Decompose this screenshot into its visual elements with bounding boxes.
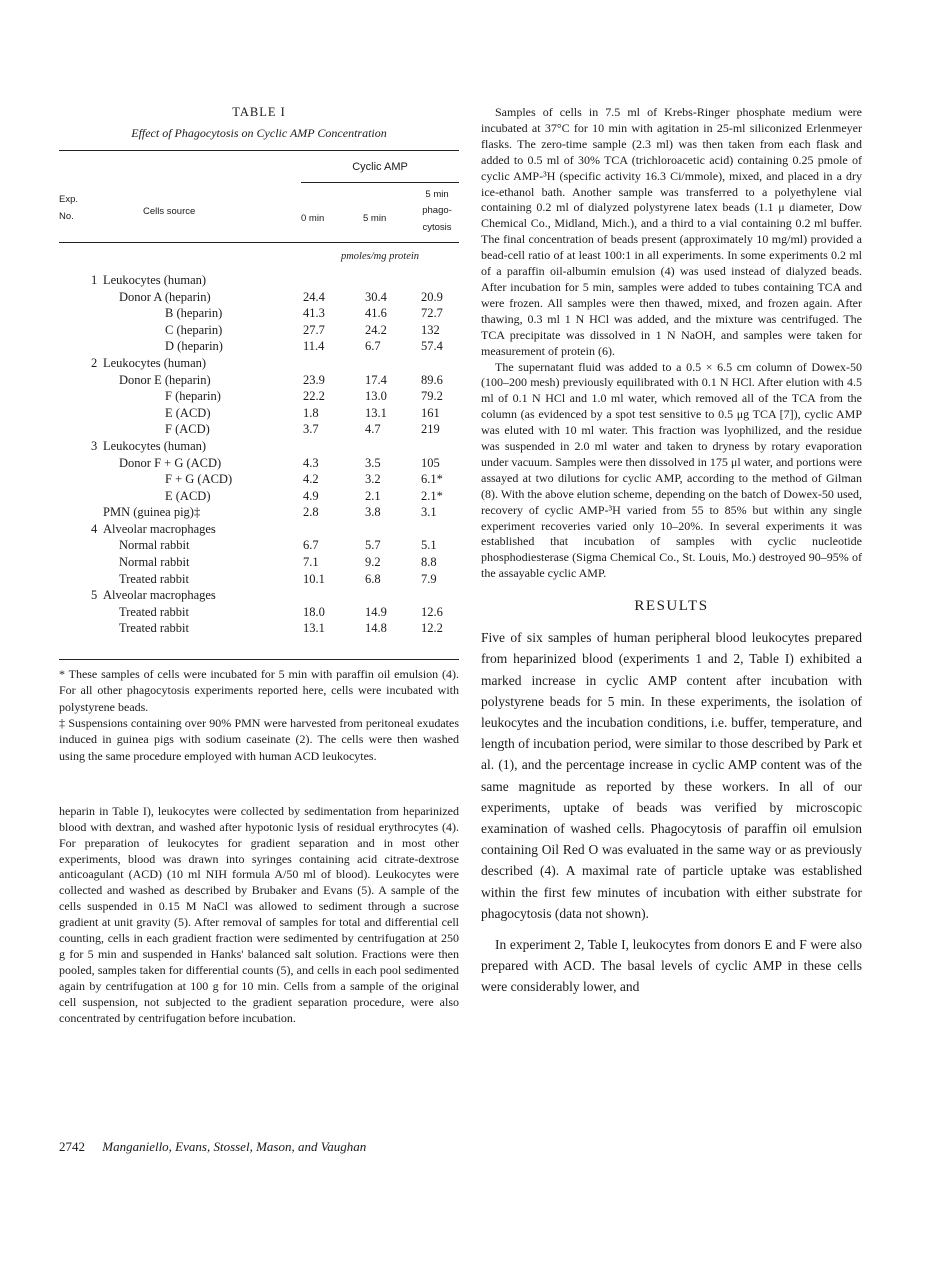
experiment-number: 2 [91, 355, 98, 370]
blank [59, 421, 103, 438]
value-phagocytosis: 105 [421, 455, 440, 470]
value-0min: 22.2 [303, 389, 325, 404]
results-paragraph-1: Five of six samples of human peripheral blood leukocytes prepared from heparinized blood (experiments 1 and 2, Table I) exhibited a marked increase in cyclic AMP content after incubation with polystyrene beads for 5 min. In these experiments, the isolation of leukocytes and the incubation conditions, i.e. buffer, temperature, and length of incubation period, were similar to those described by Park et al. (1), and the percentage increase in cyclic AMP content was of the same magnitude as reported by these workers. In all of our experiments, uptake of beads was verified by microscopic examination of washed cells. Phagocytosis of paraffin oil emulsion containing Oil Red O was evaluated in the same way or as previously described (4). A maximal rate of particle uptake was established within the first few minutes of incubation with either substrate for phagocytosis (data not shown). [481, 630, 862, 921]
value-0min: 4.2 [303, 472, 319, 487]
table-row [59, 471, 459, 488]
table-row [59, 289, 459, 306]
experiment-number: 4 [91, 521, 98, 536]
blank [59, 620, 103, 637]
table-row [59, 604, 459, 621]
blank [59, 322, 103, 339]
methods-paragraph-1: Samples of cells in 7.5 ml of Krebs-Ringer phosphate medium were incubated at 37°C for 10 min with agitation in 25-ml siliconized Erlenmeyer flasks. The zero-time sample (2.3 ml) was then taken from each flask and added to 0.5 ml of 30% TCA (trichloroacetic acid) containing 0.25 pmole of cyclic AMP-³H (specific activity 16.3 Ci/mmole), mixed, and placed in a dry ice-ethanol bath. Another sample was transferred to a polyethylene vial containing 0.2 ml of dialyzed polystyrene latex beads (1.1 μ diameter, Dow Chemical Co., Midland, Mich.), and a third to a vial containing 0.2 ml buffer. The final concentration of beads present (approximately 10 mg/ml) provided a bead-cell ratio of at least 100:1 in all experiments. In some experiments 0.2 ml of a paraffin oil-albumin emulsion (4) was used instead of dialyzed beads. After incubation for 5 min, samples were added to tubes containing TCA and were frozen. All samples were then thawed, mixed, and frozen again. After thawing, 0.3 ml 1 N HCl was added, and the mixture was centrifuged. The TCA precipitate was dissolved in 1 N NaOH, and samples were taken for measurement of protein (6). [481, 105, 862, 358]
table-footnotes [59, 659, 459, 764]
results-paragraph-2: In experiment 2, Table I, leukocytes from donors E and F were also prepared with ACD. The basal levels of cyclic AMP in these cells were considerably lower, and [481, 937, 862, 995]
value-5min: 14.9 [365, 604, 387, 619]
table-row [59, 322, 459, 339]
cell-type-label: Leukocytes (human) [103, 272, 207, 287]
blank [59, 305, 103, 322]
table-row [59, 388, 459, 405]
table-row [59, 504, 459, 521]
value-5min: 3.8 [365, 505, 381, 520]
table-subtitle: Effect of Phagocytosis on Cyclic AMP Concentration [131, 126, 387, 140]
value-5min: 6.7 [365, 339, 381, 354]
blank [59, 388, 103, 405]
value-0min: 18.0 [303, 604, 325, 619]
cell-source: Normal rabbit [119, 538, 190, 553]
blank [59, 405, 103, 422]
footnote-star: * These samples of cells were incubated for 5 min with paraffin oil emulsion (4). For all other phagocytosis experiments reported here, cells were incubated with polystyrene beads. [59, 667, 459, 714]
value-0min: 13.1 [303, 621, 325, 636]
table-group-header [59, 272, 459, 289]
value-phagocytosis: 5.1 [421, 538, 437, 553]
value-0min: 4.3 [303, 455, 319, 470]
blank [59, 289, 103, 306]
table-row [59, 571, 459, 588]
table-group-header [59, 355, 459, 372]
cell-source: F (ACD) [165, 422, 210, 437]
value-phagocytosis: 161 [421, 405, 440, 420]
value-5min: 41.6 [365, 306, 387, 321]
value-phagocytosis: 12.6 [421, 604, 443, 619]
cell-source: PMN (guinea pig)‡ [103, 505, 201, 520]
cell-source: E (ACD) [165, 488, 211, 503]
cell-type-label: Leukocytes (human) [103, 438, 207, 453]
header-5min: 5 min [357, 182, 415, 243]
table-row [59, 305, 459, 322]
cell-source: Normal rabbit [119, 555, 190, 570]
value-phagocytosis: 57.4 [421, 339, 443, 354]
table-row [59, 455, 459, 472]
cell-source: B (heparin) [165, 306, 223, 321]
cell-type-label: Alveolar macrophages [103, 588, 216, 603]
value-0min: 7.1 [303, 555, 319, 570]
cell-source: Donor F + G (ACD) [119, 455, 222, 470]
blank [59, 471, 103, 488]
header-5min-phagocytosis: 5 min phago- cytosis [415, 182, 459, 243]
blank [59, 372, 103, 389]
value-0min: 2.8 [303, 505, 319, 520]
results-heading: RESULTS [634, 598, 709, 615]
value-5min: 30.4 [365, 289, 387, 304]
experiment-number: 3 [91, 438, 98, 453]
table-row [59, 421, 459, 438]
cyclic-amp-table [59, 150, 459, 645]
value-5min: 24.2 [365, 322, 387, 337]
value-phagocytosis: 219 [421, 422, 440, 437]
value-phagocytosis: 2.1* [421, 488, 443, 503]
table-group-header [59, 438, 459, 455]
value-5min: 3.2 [365, 472, 381, 487]
table-row [59, 372, 459, 389]
table-title: TABLE I [232, 105, 286, 119]
value-5min: 6.8 [365, 571, 381, 586]
page-footer [59, 1139, 366, 1155]
cell-source: E (ACD) [165, 405, 211, 420]
value-5min: 14.8 [365, 621, 387, 636]
blank [59, 488, 103, 505]
value-phagocytosis: 3.1 [421, 505, 437, 520]
table-row [59, 620, 459, 637]
table-row [59, 338, 459, 355]
value-5min: 4.7 [365, 422, 381, 437]
value-0min: 23.9 [303, 372, 325, 387]
value-phagocytosis: 8.8 [421, 555, 437, 570]
methods-paragraph-2: The supernatant fluid was added to a 0.5 × 6.5 cm column of Dowex-50 (100–200 mesh) previously equilibrated with 0.1 N HCl. After elution with 4.5 ml of 0.1 N HCl and 1.0 ml water, which removed all of the TCA from the column (as evidenced by a spot test sensitive to 0.5 μg TCA [7]), cyclic AMP was eluted with 10 ml water. This fraction was lyophilized, and the residue was suspended in 2.0 ml water and taken to dryness by rotary evaporation under vacuum. Samples were then dissolved in 175 μl water, and portions were assayed at two dilutions for cyclic AMP, according to the method of Gilman (8). With the above elution scheme, depending on the batch of Dowex-50 used, recovery of cyclic AMP-³H varied from 55 to 85% but within any single experiment recoveries varied only 10–20%. In several experiments it was established that incubation of samples with cyclic nucleotide phosphodiesterase (Sigma Chemical Co., St. Louis, Mo.) destroyed 90–95% of the assayable cyclic AMP. [481, 359, 862, 581]
cell-source: Treated rabbit [119, 604, 190, 619]
blank [59, 554, 103, 571]
table-row [59, 405, 459, 422]
table-row [59, 554, 459, 571]
value-5min: 13.1 [365, 405, 387, 420]
cell-source: Treated rabbit [119, 621, 190, 636]
experiment-number: 5 [91, 588, 98, 603]
cell-source: Treated rabbit [119, 571, 190, 586]
footnote-dagger: ‡ Suspensions containing over 90% PMN were harvested from peritoneal exudates induced in guinea pigs with sodium caseinate (2). The cells were then washed using the same procedure employed with human ACD leukocytes. [59, 715, 459, 763]
value-5min: 3.5 [365, 455, 381, 470]
author-list: Manganiello, Evans, Stossel, Mason, and Vaughan [102, 1139, 367, 1154]
table-row [59, 488, 459, 505]
value-0min: 3.7 [303, 422, 319, 437]
value-phagocytosis: 132 [421, 322, 440, 337]
value-phagocytosis: 89.6 [421, 372, 443, 387]
value-phagocytosis: 6.1* [421, 472, 443, 487]
value-phagocytosis: 79.2 [421, 389, 443, 404]
cell-source: D (heparin) [165, 339, 223, 354]
value-0min: 4.9 [303, 488, 319, 503]
unit-label: pmoles/mg protein [340, 251, 420, 263]
value-5min: 13.0 [365, 389, 387, 404]
value-0min: 27.7 [303, 322, 325, 337]
table-group-header [59, 521, 459, 538]
table-row [59, 537, 459, 554]
blank [59, 604, 103, 621]
value-phagocytosis: 7.9 [421, 571, 437, 586]
value-phagocytosis: 12.2 [421, 621, 443, 636]
blank [59, 571, 103, 588]
cell-source: Donor E (heparin) [119, 372, 211, 387]
value-0min: 41.3 [303, 306, 325, 321]
value-5min: 9.2 [365, 555, 381, 570]
value-phagocytosis: 72.7 [421, 306, 443, 321]
header-0min: 0 min [301, 182, 357, 243]
blank [59, 455, 103, 472]
cell-type-label: Alveolar macrophages [103, 521, 216, 536]
blank [59, 537, 103, 554]
value-0min: 1.8 [303, 405, 319, 420]
blank [59, 504, 103, 521]
blank [59, 338, 103, 355]
cell-source: Donor A (heparin) [119, 289, 211, 304]
header-cells-source: Cells source [143, 206, 196, 218]
cell-source: C (heparin) [165, 322, 223, 337]
value-5min: 5.7 [365, 538, 381, 553]
cell-type-label: Leukocytes (human) [103, 355, 207, 370]
value-0min: 11.4 [303, 339, 325, 354]
right-column [481, 105, 862, 998]
value-5min: 17.4 [365, 372, 387, 387]
value-0min: 10.1 [303, 571, 325, 586]
value-0min: 6.7 [303, 538, 319, 553]
cell-source: F + G (ACD) [165, 472, 233, 487]
methods-text-left: heparin in Table I), leukocytes were collected by sedimentation from heparinized blood with dextran, and washed after hypotonic lysis of residual erythrocytes (4). For preparation of leukocytes for gradient separation and in most other experiments, blood was drawn into syringes containing acid citrate-dextrose anticoagulant (ACD) (10 ml NIH formula A/50 ml of blood). Leukocytes were collected and washed as described by Brubaker and Evans (5). A sample of the cells suspended in 0.15 M NaCl was allowed to sediment through a sucrose gradient at unit gravity (5). After removal of samples for total and differential cell counting, cells in each gradient fraction were sedimented by centrifugation at 250 g for 5 min and suspended in Hanks' balanced salt solution. Fractions were then pooled, samples taken for differential counts (5), and cells in each pool sedimented again by centrifugation at 100 g for 10 min. Cells from a sample of the original cell suspension, not subjected to the gradient separation procedure, were also concentrated by centrifugation before incubation. [59, 803, 459, 1025]
header-exp-no: Exp. No. [59, 194, 79, 222]
page-number: 2742 [59, 1139, 85, 1154]
header-cyclic-amp: Cyclic AMP [352, 161, 408, 173]
cell-source: F (heparin) [165, 389, 221, 404]
table-group-header [59, 587, 459, 604]
value-phagocytosis: 20.9 [421, 289, 443, 304]
value-5min: 2.1 [365, 488, 381, 503]
left-column [59, 105, 459, 1027]
value-0min: 24.4 [303, 289, 325, 304]
experiment-number: 1 [91, 272, 98, 287]
